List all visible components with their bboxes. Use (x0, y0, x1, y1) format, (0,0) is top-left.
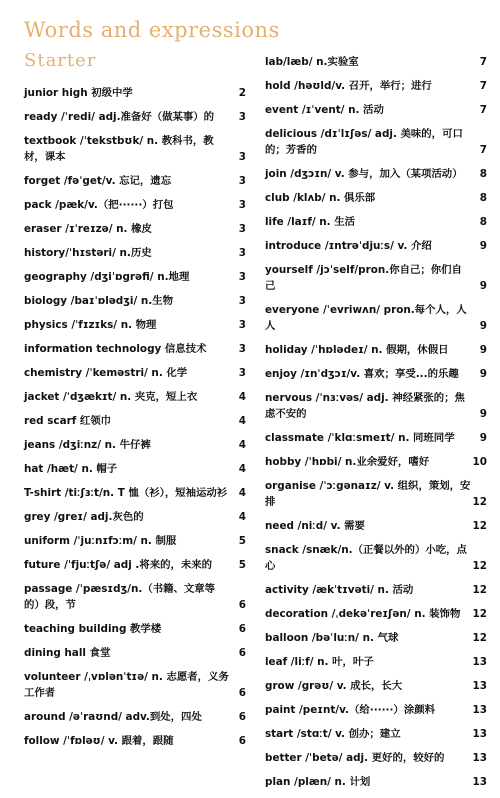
entry-text: passage /ˈpæsɪdʒ/n.（书籍、文章等的）段，节 (24, 583, 216, 611)
vocabulary-entry (24, 533, 246, 549)
entry-text: nervous /ˈnɜːvəs/ adj. 神经紧张的；焦虑不安的 (265, 392, 465, 420)
entry-page-number: 9 (479, 368, 487, 380)
entry-page-number: 13 (472, 680, 487, 692)
entry-page-number: 3 (238, 367, 246, 379)
vocabulary-entry (265, 654, 487, 670)
vocabulary-entry (24, 85, 246, 101)
entry-page-number: 5 (238, 535, 246, 547)
entry-page-number: 6 (238, 687, 246, 699)
vocabulary-entry (265, 342, 487, 358)
vocabulary-entry (265, 454, 487, 470)
entry-text: grey /greɪ/ adj.灰色的 (24, 511, 144, 523)
entry-text: better /ˈbetə/ adj. 更好的，较好的 (265, 752, 445, 764)
entry-text: club /klʌb/ n. 俱乐部 (265, 192, 376, 204)
entry-page-number: 13 (472, 656, 487, 668)
entry-page-number: 8 (479, 216, 487, 228)
vocabulary-entry (24, 509, 246, 525)
section-subtitle: Starter (24, 50, 97, 71)
vocabulary-entry (265, 750, 487, 766)
entry-page-number: 6 (238, 599, 246, 611)
vocabulary-entry (24, 669, 246, 701)
vocabulary-entry (265, 166, 487, 182)
entry-text: history/ˈhɪstəri/ n.历史 (24, 247, 152, 259)
entry-text: holiday /ˈhɒlədeɪ/ n. 假期，休假日 (265, 344, 449, 356)
entry-page-number: 3 (238, 199, 246, 211)
entry-page-number: 13 (472, 752, 487, 764)
entry-text: hat /hæt/ n. 帽子 (24, 463, 118, 475)
entry-text: grow /grəʊ/ v. 成长，长大 (265, 680, 403, 692)
entry-text: pack /pæk/v.（把······）打包 (24, 199, 174, 211)
entry-text: textbook /ˈtekstbʊk/ n. 教科书，教材，课本 (24, 135, 214, 163)
vocabulary-entry (265, 518, 487, 534)
entry-page-number: 3 (238, 295, 246, 307)
entry-text: follow /ˈfɒləʊ/ v. 跟着，跟随 (24, 735, 174, 747)
vocabulary-entry (265, 542, 487, 574)
vocabulary-entry (24, 461, 246, 477)
entry-text: life /laɪf/ n. 生活 (265, 216, 356, 228)
vocabulary-entry (265, 238, 487, 254)
entry-page-number: 6 (238, 711, 246, 723)
entry-text: dining hall 食堂 (24, 647, 111, 659)
vocabulary-column-left (24, 85, 246, 757)
entry-page-number: 13 (472, 776, 487, 788)
vocabulary-entry (265, 702, 487, 718)
entry-text: red scarf 红领巾 (24, 415, 112, 427)
entry-text: physics /ˈfɪzɪks/ n. 物理 (24, 319, 157, 331)
entry-page-number: 12 (472, 560, 487, 572)
entry-page-number: 3 (238, 247, 246, 259)
vocabulary-entry (265, 478, 487, 510)
vocabulary-entry (24, 341, 246, 357)
entry-page-number: 12 (472, 520, 487, 532)
entry-text: snack /snæk/n.（正餐以外的）小吃，点心 (265, 544, 467, 572)
vocabulary-entry (265, 102, 487, 118)
entry-text: teaching building 教学楼 (24, 623, 162, 635)
entry-text: organise /ˈɔːgənaɪz/ v. 组织，策划，安排 (265, 480, 471, 508)
vocabulary-entry (24, 245, 246, 261)
entry-page-number: 8 (479, 168, 487, 180)
vocabulary-column-right (265, 54, 487, 798)
entry-text: hold /həʊld/v. 召开，举行；进行 (265, 80, 432, 92)
vocabulary-entry (265, 630, 487, 646)
entry-text: need /niːd/ v. 需要 (265, 520, 365, 532)
entry-page-number: 13 (472, 704, 487, 716)
entry-page-number: 6 (238, 735, 246, 747)
entry-text: everyone /ˈevriwʌn/ pron.每个人，人人 (265, 304, 467, 332)
entry-text: junior high 初级中学 (24, 87, 133, 99)
entry-text: event /ɪˈvent/ n. 活动 (265, 104, 384, 116)
entry-page-number: 7 (479, 144, 487, 156)
entry-page-number: 9 (479, 240, 487, 252)
vocabulary-entry (24, 413, 246, 429)
entry-page-number: 9 (479, 432, 487, 444)
entry-text: yourself /jɔˈself/pron.你自己；你们自己 (265, 264, 462, 292)
entry-text: delicious /dɪˈlɪʃəs/ adj. 美味的，可口的；芳香的 (265, 128, 463, 156)
entry-page-number: 13 (472, 728, 487, 740)
entry-page-number: 4 (238, 463, 246, 475)
vocabulary-entry (265, 54, 487, 70)
vocabulary-entry (265, 582, 487, 598)
entry-text: chemistry /ˈkeməstri/ n. 化学 (24, 367, 188, 379)
entry-text: decoration /ˌdekəˈreɪʃən/ n. 装饰物 (265, 608, 461, 620)
entry-page-number: 7 (479, 80, 487, 92)
vocabulary-entry (24, 581, 246, 613)
entry-page-number: 9 (479, 344, 487, 356)
entry-text: hobby /ˈhɒbi/ n.业余爱好，嗜好 (265, 456, 430, 468)
vocabulary-entry (24, 221, 246, 237)
entry-text: plan /plæn/ n. 计划 (265, 776, 371, 788)
entry-page-number: 7 (479, 56, 487, 68)
entry-text: introduce /ɪntrəˈdjuːs/ v. 介绍 (265, 240, 432, 252)
entry-page-number: 3 (238, 223, 246, 235)
entry-text: balloon /bəˈluːn/ n. 气球 (265, 632, 399, 644)
vocabulary-entry (24, 557, 246, 573)
entry-page-number: 4 (238, 487, 246, 499)
entry-text: lab/læb/ n.实验室 (265, 56, 359, 68)
entry-text: enjoy /ɪnˈdʒɔɪ/v. 喜欢；享受...的乐趣 (265, 368, 459, 380)
entry-text: forget /fəˈget/v. 忘记，遗忘 (24, 175, 172, 187)
vocabulary-entry (24, 293, 246, 309)
entry-text: future /ˈfjuːtʃə/ adj .将来的，未来的 (24, 559, 213, 571)
entry-page-number: 2 (238, 87, 246, 99)
vocabulary-entry (265, 126, 487, 158)
entry-page-number: 7 (479, 104, 487, 116)
entry-text: leaf /liːf/ n. 叶，叶子 (265, 656, 374, 668)
vocabulary-entry (24, 709, 246, 725)
entry-text: paint /peɪnt/v.（给······）涂颜料 (265, 704, 435, 716)
vocabulary-entry (24, 437, 246, 453)
entry-text: classmate /ˈklɑːsmeɪt/ n. 同班同学 (265, 432, 455, 444)
vocabulary-entry (24, 317, 246, 333)
entry-page-number: 9 (479, 280, 487, 292)
entry-page-number: 3 (238, 271, 246, 283)
entry-page-number: 4 (238, 391, 246, 403)
vocabulary-entry (265, 726, 487, 742)
vocabulary-entry (24, 645, 246, 661)
entry-text: ready /ˈredi/ adj.准备好（做某事）的 (24, 111, 215, 123)
vocabulary-entry (265, 678, 487, 694)
entry-page-number: 4 (238, 415, 246, 427)
entry-page-number: 4 (238, 439, 246, 451)
entry-page-number: 9 (479, 320, 487, 332)
vocabulary-entry (24, 197, 246, 213)
vocabulary-entry (265, 774, 487, 790)
vocabulary-entry (265, 390, 487, 422)
vocabulary-entry (265, 430, 487, 446)
vocabulary-entry (24, 621, 246, 637)
vocabulary-entry (265, 190, 487, 206)
vocabulary-entry (265, 78, 487, 94)
vocabulary-entry (24, 133, 246, 165)
entry-page-number: 3 (238, 175, 246, 187)
vocabulary-entry (265, 366, 487, 382)
vocabulary-entry (24, 733, 246, 749)
vocabulary-entry (24, 365, 246, 381)
entry-text: uniform /ˈjuːnɪfɔːm/ n. 制服 (24, 535, 177, 547)
vocabulary-entry (24, 389, 246, 405)
entry-page-number: 4 (238, 511, 246, 523)
entry-page-number: 6 (238, 647, 246, 659)
entry-page-number: 5 (238, 559, 246, 571)
entry-text: join /dʒɔɪn/ v. 参与，加入（某项活动） (265, 168, 463, 180)
entry-text: activity /ækˈtɪvəti/ n. 活动 (265, 584, 414, 596)
vocabulary-entry (265, 606, 487, 622)
entry-page-number: 12 (472, 496, 487, 508)
entry-text: T-shirt /tiːʃɜːt/n. T 恤（衫），短袖运动衫 (24, 487, 228, 499)
entry-page-number: 10 (472, 456, 487, 468)
vocabulary-entry (24, 485, 246, 501)
entry-page-number: 9 (479, 408, 487, 420)
entry-page-number: 8 (479, 192, 487, 204)
entry-page-number: 3 (238, 319, 246, 331)
entry-page-number: 12 (472, 584, 487, 596)
entry-text: around /əˈraʊnd/ adv.到处，四处 (24, 711, 202, 723)
entry-page-number: 12 (472, 608, 487, 620)
page-title: Words and expressions (24, 18, 280, 42)
entry-page-number: 12 (472, 632, 487, 644)
entry-text: information technology 信息技术 (24, 343, 207, 355)
entry-page-number: 3 (238, 111, 246, 123)
entry-text: start /stɑːt/ v. 创办；建立 (265, 728, 401, 740)
entry-text: eraser /ɪˈreɪzə/ n. 橡皮 (24, 223, 152, 235)
entry-text: volunteer /ˌvɒlənˈtɪə/ n. 志愿者，义务工作者 (24, 671, 229, 699)
vocabulary-entry (24, 173, 246, 189)
vocabulary-entry (265, 214, 487, 230)
vocabulary-entry (265, 262, 487, 294)
entry-text: jeans /dʒiːnz/ n. 牛仔裤 (24, 439, 151, 451)
entry-page-number: 6 (238, 623, 246, 635)
vocabulary-entry (24, 269, 246, 285)
entry-page-number: 3 (238, 343, 246, 355)
vocabulary-entry (265, 302, 487, 334)
entry-text: jacket /ˈdʒækɪt/ n. 夹克，短上衣 (24, 391, 198, 403)
entry-text: geography /dʒiˈɒgrəfi/ n.地理 (24, 271, 190, 283)
entry-text: biology /baɪˈɒlədʒi/ n.生物 (24, 295, 173, 307)
vocabulary-entry (24, 109, 246, 125)
entry-page-number: 3 (238, 151, 246, 163)
